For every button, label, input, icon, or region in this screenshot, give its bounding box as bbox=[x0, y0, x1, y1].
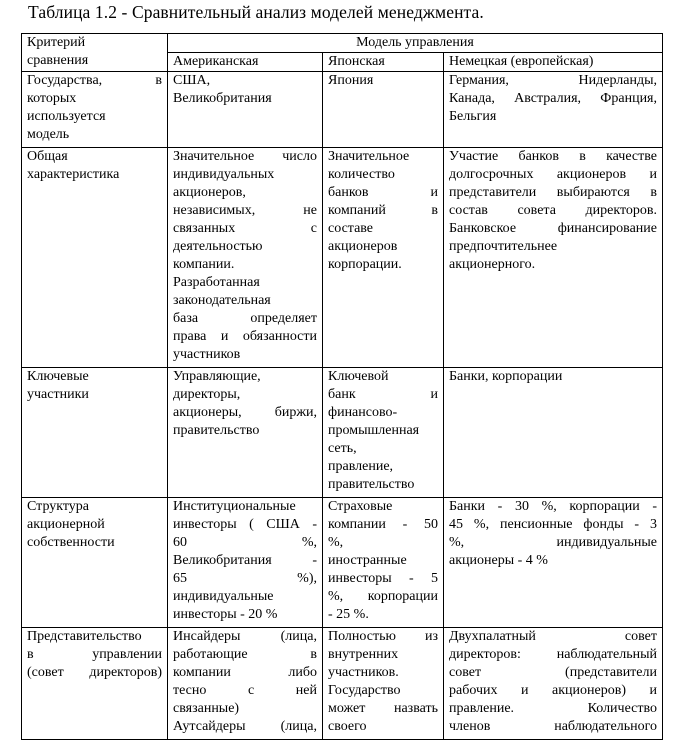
japanese-cell bbox=[323, 628, 444, 740]
cell-line: акционеры - 4 % bbox=[449, 553, 548, 568]
cell-line: банков и bbox=[328, 185, 438, 200]
cell-line: Разработанная bbox=[173, 275, 260, 290]
cell-line: предпочтительнее bbox=[449, 239, 558, 254]
header-german: Немецкая (европейская) bbox=[444, 53, 663, 72]
cell-line: собственности bbox=[27, 535, 115, 550]
cell-line: акционеров bbox=[328, 239, 398, 254]
header-criterion-line: Критерий bbox=[27, 35, 86, 50]
cell-line: участников bbox=[173, 347, 241, 362]
cell-line: Общая bbox=[27, 149, 68, 164]
cell-line: членов наблюдательного bbox=[449, 719, 657, 734]
cell-line: Структура bbox=[27, 499, 90, 514]
cell-line: компании либо bbox=[173, 665, 317, 680]
cell-line: Представительство bbox=[27, 629, 142, 644]
cell-line: (совет директоров) bbox=[27, 665, 162, 680]
cell-line: компании - 50 bbox=[328, 517, 438, 532]
cell-line: Институциональные bbox=[173, 499, 296, 514]
cell-line: индивидуальных bbox=[173, 167, 275, 182]
cell-line: Страховые bbox=[328, 499, 393, 514]
cell-line: Значительное bbox=[328, 149, 410, 164]
cell-line: деятельностью bbox=[173, 239, 263, 254]
cell-line: которых bbox=[27, 91, 77, 106]
cell-line: Ключевой bbox=[328, 369, 389, 384]
cell-line: инвесторы - 5 bbox=[328, 571, 438, 586]
cell-line: Великобритания - bbox=[173, 553, 317, 568]
cell-line: промышленная bbox=[328, 423, 420, 438]
german-cell bbox=[444, 72, 663, 148]
cell-line: %, индивидуальные bbox=[449, 535, 657, 550]
american-cell bbox=[168, 498, 323, 628]
cell-line: Участие банков в качестве bbox=[449, 149, 657, 164]
cell-line: финансово- bbox=[328, 405, 398, 420]
cell-line: акционерного. bbox=[449, 257, 536, 272]
cell-line: Германия, Нидерланды, bbox=[449, 73, 657, 88]
cell-line: Полностью из bbox=[328, 629, 438, 644]
cell-line: внутренних bbox=[328, 647, 399, 662]
cell-line: Значительное число bbox=[173, 149, 317, 164]
cell-line: Банковское финансирование bbox=[449, 221, 657, 236]
american-cell bbox=[168, 148, 323, 368]
cell-line: инвесторы - 20 % bbox=[173, 607, 278, 622]
cell-line: представители выбираются в bbox=[449, 185, 657, 200]
cell-line: долгосрочных акционеров и bbox=[449, 167, 657, 182]
header-criterion-line: сравнения bbox=[27, 53, 89, 68]
cell-line: - 25 %. bbox=[328, 607, 369, 622]
cell-line: Бельгия bbox=[449, 109, 497, 124]
cell-line: Аутсайдеры (лица, bbox=[173, 719, 317, 734]
cell-line: Государства, в bbox=[27, 73, 162, 88]
german-cell bbox=[444, 628, 663, 740]
table-caption: Таблица 1.2 - Сравнительный анализ моделей менеджмента. bbox=[28, 2, 484, 22]
american-cell bbox=[168, 628, 323, 740]
cell-line: индивидуальные bbox=[173, 589, 274, 604]
cell-line: акционерной bbox=[27, 517, 105, 532]
cell-line: США, bbox=[173, 73, 211, 88]
criterion-cell bbox=[22, 628, 168, 740]
american-cell bbox=[168, 72, 323, 148]
header-japanese: Японская bbox=[323, 53, 444, 72]
table-row bbox=[22, 72, 663, 148]
cell-line: состав совета директоров. bbox=[449, 203, 657, 218]
japanese-cell bbox=[323, 148, 444, 368]
cell-line: Двухпалатный совет bbox=[449, 629, 657, 644]
cell-line: правление. Количество bbox=[449, 701, 657, 716]
cell-line: количество bbox=[328, 167, 395, 182]
cell-line: банк и bbox=[328, 387, 438, 402]
header-criterion bbox=[22, 34, 168, 72]
cell-line: Государство bbox=[328, 683, 401, 698]
cell-line: Ключевые bbox=[27, 369, 89, 384]
cell-line: Канада, Австралия, Франция, bbox=[449, 91, 657, 106]
cell-line: независимых, не bbox=[173, 203, 317, 218]
japanese-cell bbox=[323, 498, 444, 628]
cell-line: иностранные bbox=[328, 553, 407, 568]
header-american: Американская bbox=[168, 53, 323, 72]
cell-line: инвесторы ( США - bbox=[173, 517, 317, 532]
cell-line: составе bbox=[328, 221, 374, 236]
cell-line: Инсайдеры (лица, bbox=[173, 629, 317, 644]
cell-line: Управляющие, bbox=[173, 369, 261, 384]
cell-line: работающие в bbox=[173, 647, 317, 662]
cell-line: участники bbox=[27, 387, 89, 402]
cell-line: тесно с ней bbox=[173, 683, 317, 698]
cell-line: акционеры, биржи, bbox=[173, 405, 317, 420]
cell-line: Банки, корпорации bbox=[449, 369, 563, 384]
table-row bbox=[22, 368, 663, 498]
table-row bbox=[22, 148, 663, 368]
cell-line: 45 %, пенсионные фонды - 3 bbox=[449, 517, 657, 532]
cell-line: своего bbox=[328, 719, 367, 734]
criterion-cell bbox=[22, 498, 168, 628]
cell-line: права и обязанности bbox=[173, 329, 317, 344]
criterion-cell bbox=[22, 368, 168, 498]
cell-line: Япония bbox=[328, 73, 374, 88]
cell-line: сеть, bbox=[328, 441, 357, 456]
header-model-group: Модель управления bbox=[168, 34, 663, 53]
german-cell bbox=[444, 148, 663, 368]
cell-line: рабочих и акционеров) и bbox=[449, 683, 657, 698]
cell-line: %, bbox=[328, 535, 344, 550]
cell-line: 65 %), bbox=[173, 571, 317, 586]
cell-line: корпорации. bbox=[328, 257, 402, 272]
cell-line: Банки - 30 %, корпорации - bbox=[449, 499, 657, 514]
table-row bbox=[22, 498, 663, 628]
japanese-cell bbox=[323, 368, 444, 498]
cell-line: Великобритания bbox=[173, 91, 272, 106]
cell-line: правительство bbox=[173, 423, 260, 438]
cell-line: используется bbox=[27, 109, 106, 124]
cell-line: законодательная bbox=[173, 293, 271, 308]
cell-line: база определяет bbox=[173, 311, 317, 326]
criterion-cell bbox=[22, 148, 168, 368]
table-row bbox=[22, 628, 663, 740]
table-body bbox=[22, 72, 663, 740]
cell-line: %, корпорации bbox=[328, 589, 438, 604]
japanese-cell bbox=[323, 72, 444, 148]
cell-line: 60 %, bbox=[173, 535, 317, 550]
cell-line: совет (представители bbox=[449, 665, 657, 680]
cell-line: правление, bbox=[328, 459, 394, 474]
cell-line: может назвать bbox=[328, 701, 438, 716]
american-cell bbox=[168, 368, 323, 498]
cell-line: в управлении bbox=[27, 647, 162, 662]
cell-line: директоров: наблюдательный bbox=[449, 647, 657, 662]
cell-line: акционеров, bbox=[173, 185, 246, 200]
german-cell bbox=[444, 498, 663, 628]
cell-line: связанных с bbox=[173, 221, 317, 236]
cell-line: директоры, bbox=[173, 387, 241, 402]
cell-line: правительство bbox=[328, 477, 415, 492]
cell-line: компании. bbox=[173, 257, 235, 272]
cell-line: связанные) bbox=[173, 701, 240, 716]
german-cell bbox=[444, 368, 663, 498]
cell-line: характеристика bbox=[27, 167, 120, 182]
criterion-cell bbox=[22, 72, 168, 148]
header-row-1 bbox=[22, 34, 663, 53]
comparison-table bbox=[21, 33, 663, 740]
cell-line: компаний в bbox=[328, 203, 438, 218]
cell-line: модель bbox=[27, 127, 70, 142]
cell-line: участников. bbox=[328, 665, 399, 680]
